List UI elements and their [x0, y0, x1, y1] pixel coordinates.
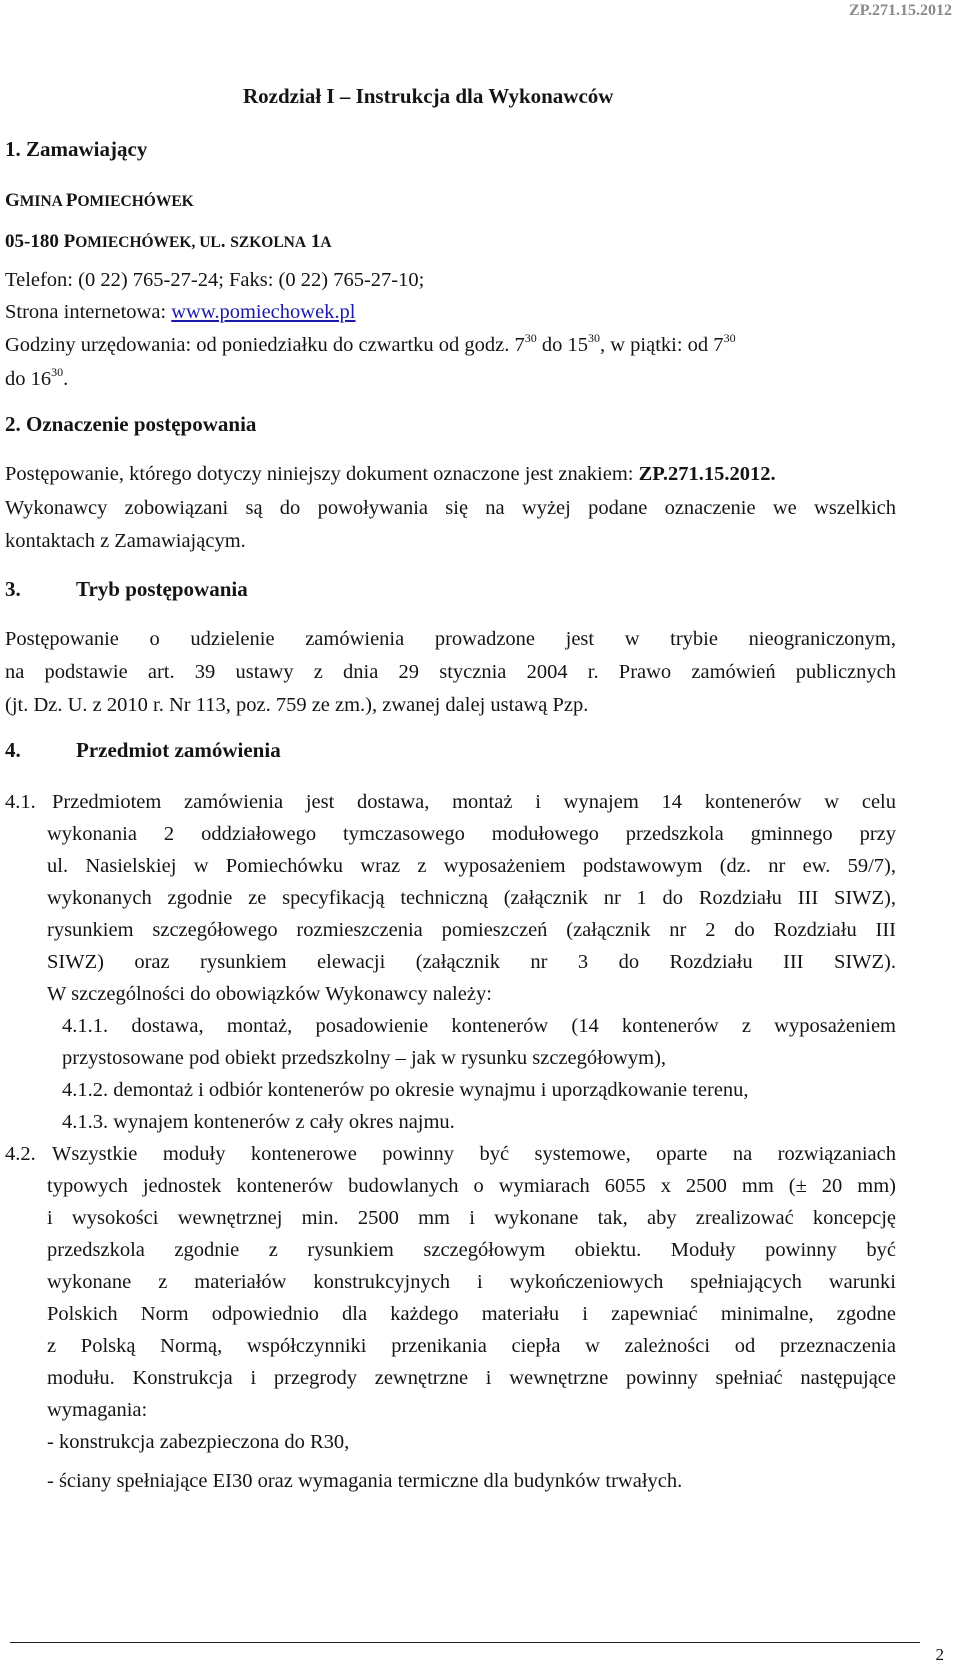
page-number: 2 — [935, 1645, 944, 1664]
item-4-1-number: 4.1. — [5, 791, 36, 813]
requirement-bullet: - konstrukcja zabezpieczona do R30, — [47, 1431, 350, 1453]
website-line: Strona internetowa: www.pomiechowek.pl — [5, 301, 356, 323]
item-4-2-number: 4.2. — [5, 1143, 36, 1165]
item-4-1-line: SIWZ) oraz rysunkiem elewacji (załącznik nr 3 do Rozdziału III SIWZ). — [47, 951, 896, 973]
organization-address: 05-180 POMIECHÓWEK, UL. SZKOLNA 1A — [5, 231, 332, 252]
section-2-title: 2. Oznaczenie postępowania — [5, 412, 257, 436]
organization-name: GMINA POMIECHÓWEK — [5, 190, 194, 211]
footer-divider — [10, 1642, 920, 1643]
section-2-text-line: Wykonawcy zobowiązani są do powoływania się na wyżej podane oznaczenie we wszelkich — [5, 497, 896, 519]
office-hours: Godziny urzędowania: od poniedziałku do czwartku od godz. $7^{30}$ do $15^{30}$, w piątki: od $7^{30}$ — [5, 331, 736, 356]
item-4-1-line: W szczególności do obowiązków Wykonawcy należy: — [47, 983, 492, 1005]
section-1-title: 1. Zamawiający — [5, 137, 148, 161]
item-4-2-line: wymagania: — [47, 1399, 148, 1421]
requirement-bullet: - ściany spełniające EI30 oraz wymagania termiczne dla budynków trwałych. — [47, 1470, 683, 1492]
item-4-1-1-line: 4.1.1. dostawa, montaż, posadowienie kontenerów (14 kontenerów z wyposażeniem — [62, 1015, 896, 1037]
section-2-text-line: kontaktach z Zamawiającym. — [5, 530, 246, 552]
item-4-2-line: Wszystkie moduły kontenerowe powinny być systemowe, oparte na rozwiązaniach — [52, 1143, 896, 1165]
section-2-reference: Postępowanie, którego dotyczy niniejszy dokument oznaczone jest znakiem: ZP.271.15.2012. — [5, 463, 776, 485]
item-4-1-line: Przedmiotem zamówienia jest dostawa, montaż i wynajem 14 kontenerów w celu — [52, 791, 896, 813]
document-reference: ZP.271.15.2012 — [849, 2, 952, 19]
item-4-1-2: 4.1.2. demontaż i odbiór kontenerów po okresie wynajmu i uporządkowanie terenu, — [62, 1079, 749, 1101]
office-hours-cont: do $16^{30}$. — [5, 365, 69, 390]
item-4-2-line: z Polską Normą, współczynniki przenikania ciepła w zależności od przeznaczenia — [47, 1335, 896, 1357]
item-4-2-line: przedszkola zgodnie z rysunkiem szczegółowym obiektu. Moduły powinny być — [47, 1239, 896, 1261]
section-4-number: 4. — [5, 738, 21, 762]
item-4-1-line: rysunkiem szczegółowego rozmieszczenia pomieszczeń (załącznik nr 2 do Rozdziału III — [47, 919, 896, 941]
section-3-text-line: Postępowanie o udzielenie zamówienia prowadzone jest w trybie nieograniczonym, — [5, 628, 896, 650]
section-3-number: 3. — [5, 577, 21, 601]
section-4-title: Przedmiot zamówienia — [76, 738, 281, 762]
contact-phone: Telefon: (0 22) 765-27-24; Faks: (0 22) 765-27-10; — [5, 269, 425, 291]
item-4-2-line: Polskich Norm odpowiednio dla każdego materiału i zapewniać minimalne, zgodne — [47, 1303, 896, 1325]
website-link[interactable]: www.pomiechowek.pl — [171, 301, 356, 323]
item-4-2-line: wykonane z materiałów konstrukcyjnych i wykończeniowych spełniających warunki — [47, 1271, 896, 1293]
item-4-1-1-line: przystosowane pod obiekt przedszkolny – jak w rysunku szczegółowym), — [62, 1047, 667, 1069]
section-3-text-line: (jt. Dz. U. z 2010 r. Nr 113, poz. 759 ze zm.), zwanej dalej ustawą Pzp. — [5, 694, 589, 716]
item-4-1-line: wykonania 2 oddziałowego tymczasowego modułowego przedszkola gminnego przy — [47, 823, 896, 845]
item-4-2-line: modułu. Konstrukcja i przegrody zewnętrzne i wewnętrzne powinny spełniać następujące — [47, 1367, 896, 1389]
item-4-1-line: ul. Nasielskiej w Pomiechówku wraz z wyposażeniem podstawowym (dz. nr ew. 59/7), — [47, 855, 896, 877]
section-3-text-line: na podstawie art. 39 ustawy z dnia 29 stycznia 2004 r. Prawo zamówień publicznych — [5, 661, 896, 683]
section-3-title: Tryb postępowania — [76, 577, 248, 601]
item-4-2-line: typowych jednostek kontenerów budowlanych o wymiarach 6055 x 2500 mm (± 20 mm) — [47, 1175, 896, 1197]
item-4-2-line: i wysokości wewnętrznej min. 2500 mm i wykonane tak, aby zrealizować koncepcję — [47, 1207, 896, 1229]
item-4-1-3: 4.1.3. wynajem kontenerów z cały okres najmu. — [62, 1111, 455, 1133]
chapter-title: Rozdział I – Instrukcja dla Wykonawców — [243, 84, 614, 108]
item-4-1-line: wykonanych zgodnie ze specyfikacją techniczną (załącznik nr 1 do Rozdziału III SIWZ), — [47, 887, 896, 909]
